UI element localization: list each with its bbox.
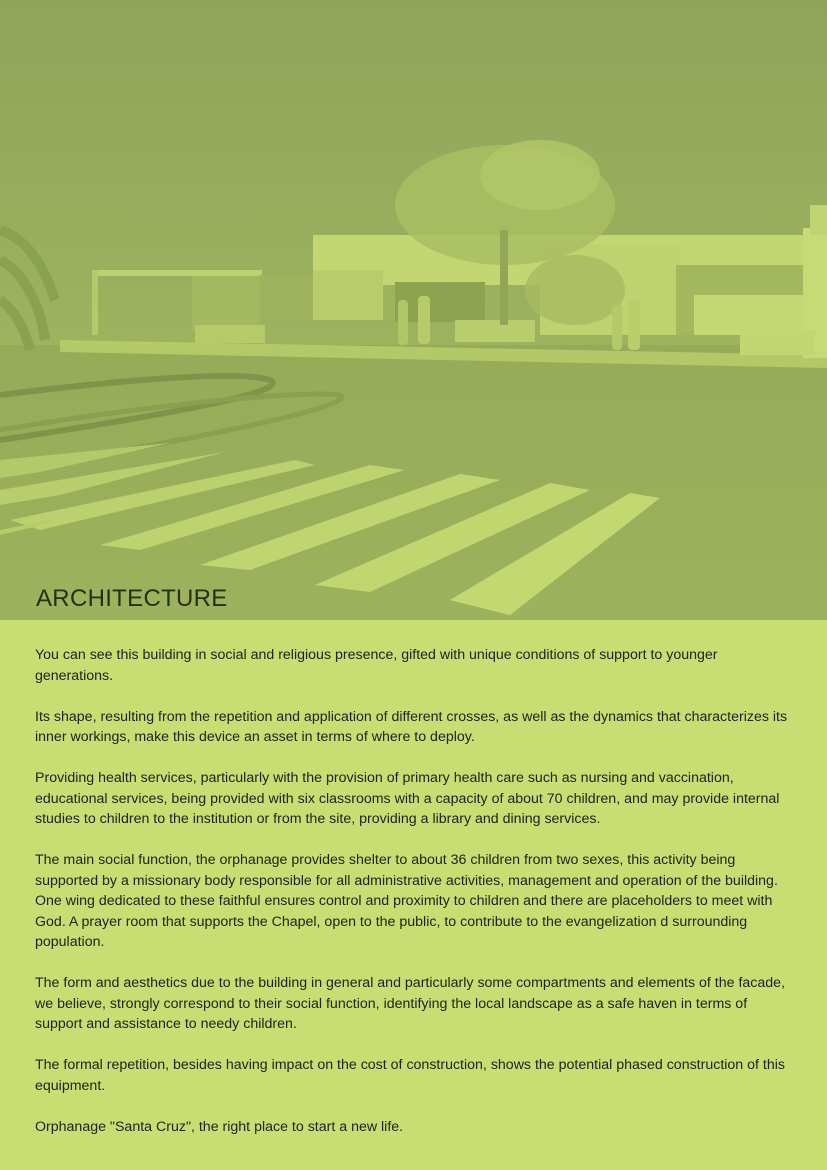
paragraph: You can see this building in social and religious presence, gifted with unique conditions of support to younger generations. [35,647,718,684]
section-heading: ARCHITECTURE [36,585,228,612]
paragraph: Providing health services, particularly with the provision of primary health care such as nursing and vaccination, educational services, being provided with six classrooms with a capacity of about 70 children, and may provide internal studies to children to the institution or from the site, providing a library and dining services. [35,770,780,827]
paragraph: Orphanage "Santa Cruz", the right place to start a new life. [35,1118,404,1135]
paragraph: The formal repetition, besides having impact on the cost of construction, shows the potential phased construction of this equipment. [35,1057,785,1094]
paragraph: The main social function, the orphanage provides shelter to about 36 children from two sexes, this activity being supported by a missionary body responsible for all administrative activities, management and operation of the building. One wing dedicated to these faithful ensures control and proximity to children and there are placeholders to meet with God. A prayer room that supports the Chapel, open to the public, to contribute to the evangelization d surrounding population. [35,852,778,950]
body-text [35,645,795,1158]
paragraph: Its shape, resulting from the repetition and application of different crosses, as well as the dynamics that characterizes its inner workings, make this device an asset in terms of where to deploy. [35,708,788,745]
paragraph: The form and aesthetics due to the building in general and particularly some compartments and elements of the facade, we believe, strongly correspond to their social function, identifying the local landscape as a safe haven in terms of support and assistance to needy children. [35,975,786,1032]
